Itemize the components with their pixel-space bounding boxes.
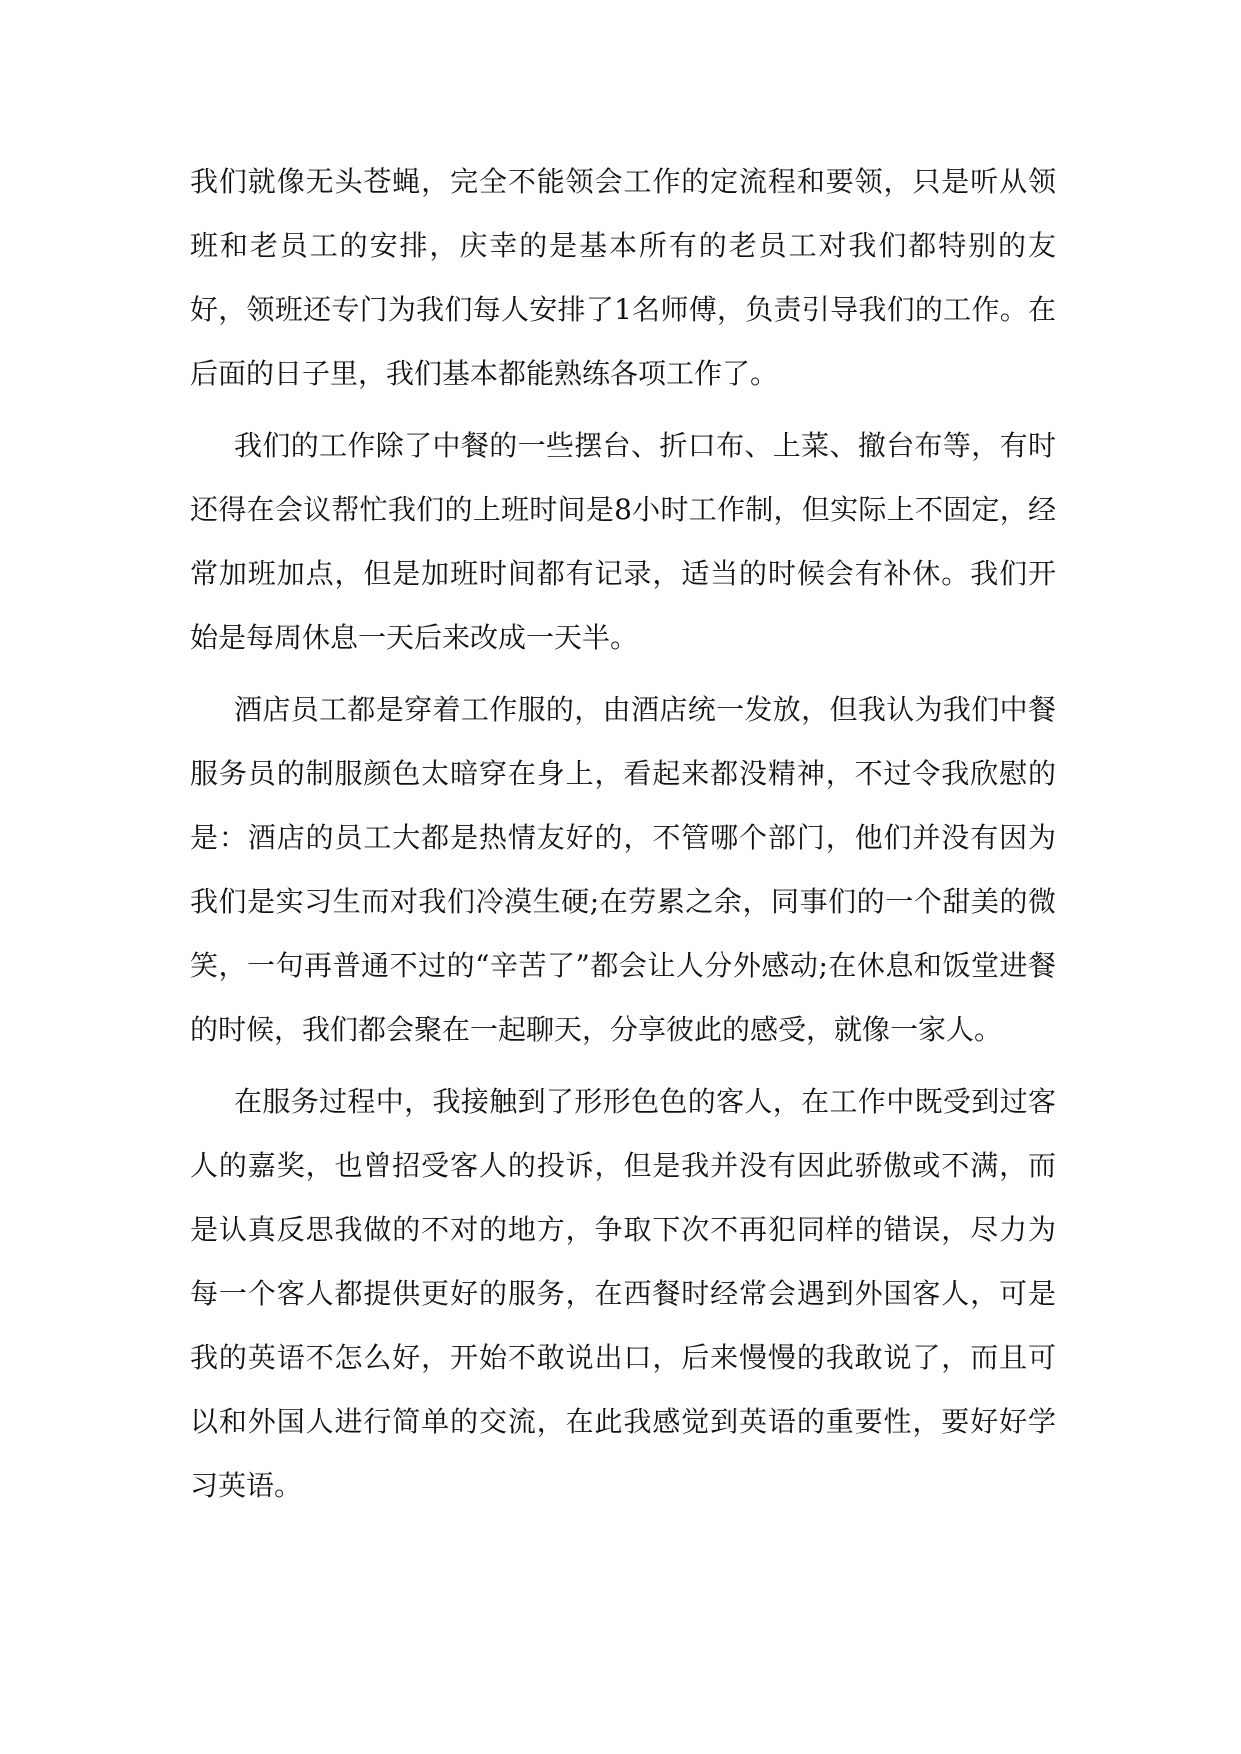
paragraph-2-work-duties: 我们的工作除了中餐的一些摆台、折口布、上菜、撤台布等，有时还得在会议帮忙我们的上班时间是8小时工作制，但实际上不固定，经常加班加点，但是加班时间都有记录，适当的时候会有补休。我们开始是每周休息一天后来改成一天半。 [190,429,1056,654]
paragraph-3-uniform-and-colleagues: 酒店员工都是穿着工作服的，由酒店统一发放，但我认为我们中餐服务员的制服颜色太暗穿在身上，看起来都没精神，不过令我欣慰的是：酒店的员工大都是热情友好的，不管哪个部门，他们并没有因为我们是实习生而对我们冷漠生硬;在劳累之余，同事们的一个甜美的微笑，一句再普通不过的“辛苦了”都会让人分外感动;在休息和饭堂进餐的时候，我们都会聚在一起聊天，分享彼此的感受，就像一家人。 [190,693,1056,1046]
paragraph-1-continuation: 我们就像无头苍蝇，完全不能领会工作的定流程和要领，只是听从领班和老员工的安排，庆幸的是基本所有的老员工对我们都特别的友好，领班还专门为我们每人安排了1名师傅，负责引导我们的工作。在后面的日子里，我们基本都能熟练各项工作了。 [190,165,1056,390]
document-body [190,150,1056,1526]
paragraph-4-service-experience: 在服务过程中，我接触到了形形色色的客人，在工作中既受到过客人的嘉奖，也曾招受客人的投诉，但是我并没有因此骄傲或不满，而是认真反思我做的不对的地方，争取下次不再犯同样的错误，尽力为每一个客人都提供更好的服务，在西餐时经常会遇到外国客人，可是我的英语不怎么好，开始不敢说出口，后来慢慢的我敢说了，而且可以和外国人进行简单的交流，在此我感觉到英语的重要性，要好好学习英语。 [190,1085,1056,1502]
